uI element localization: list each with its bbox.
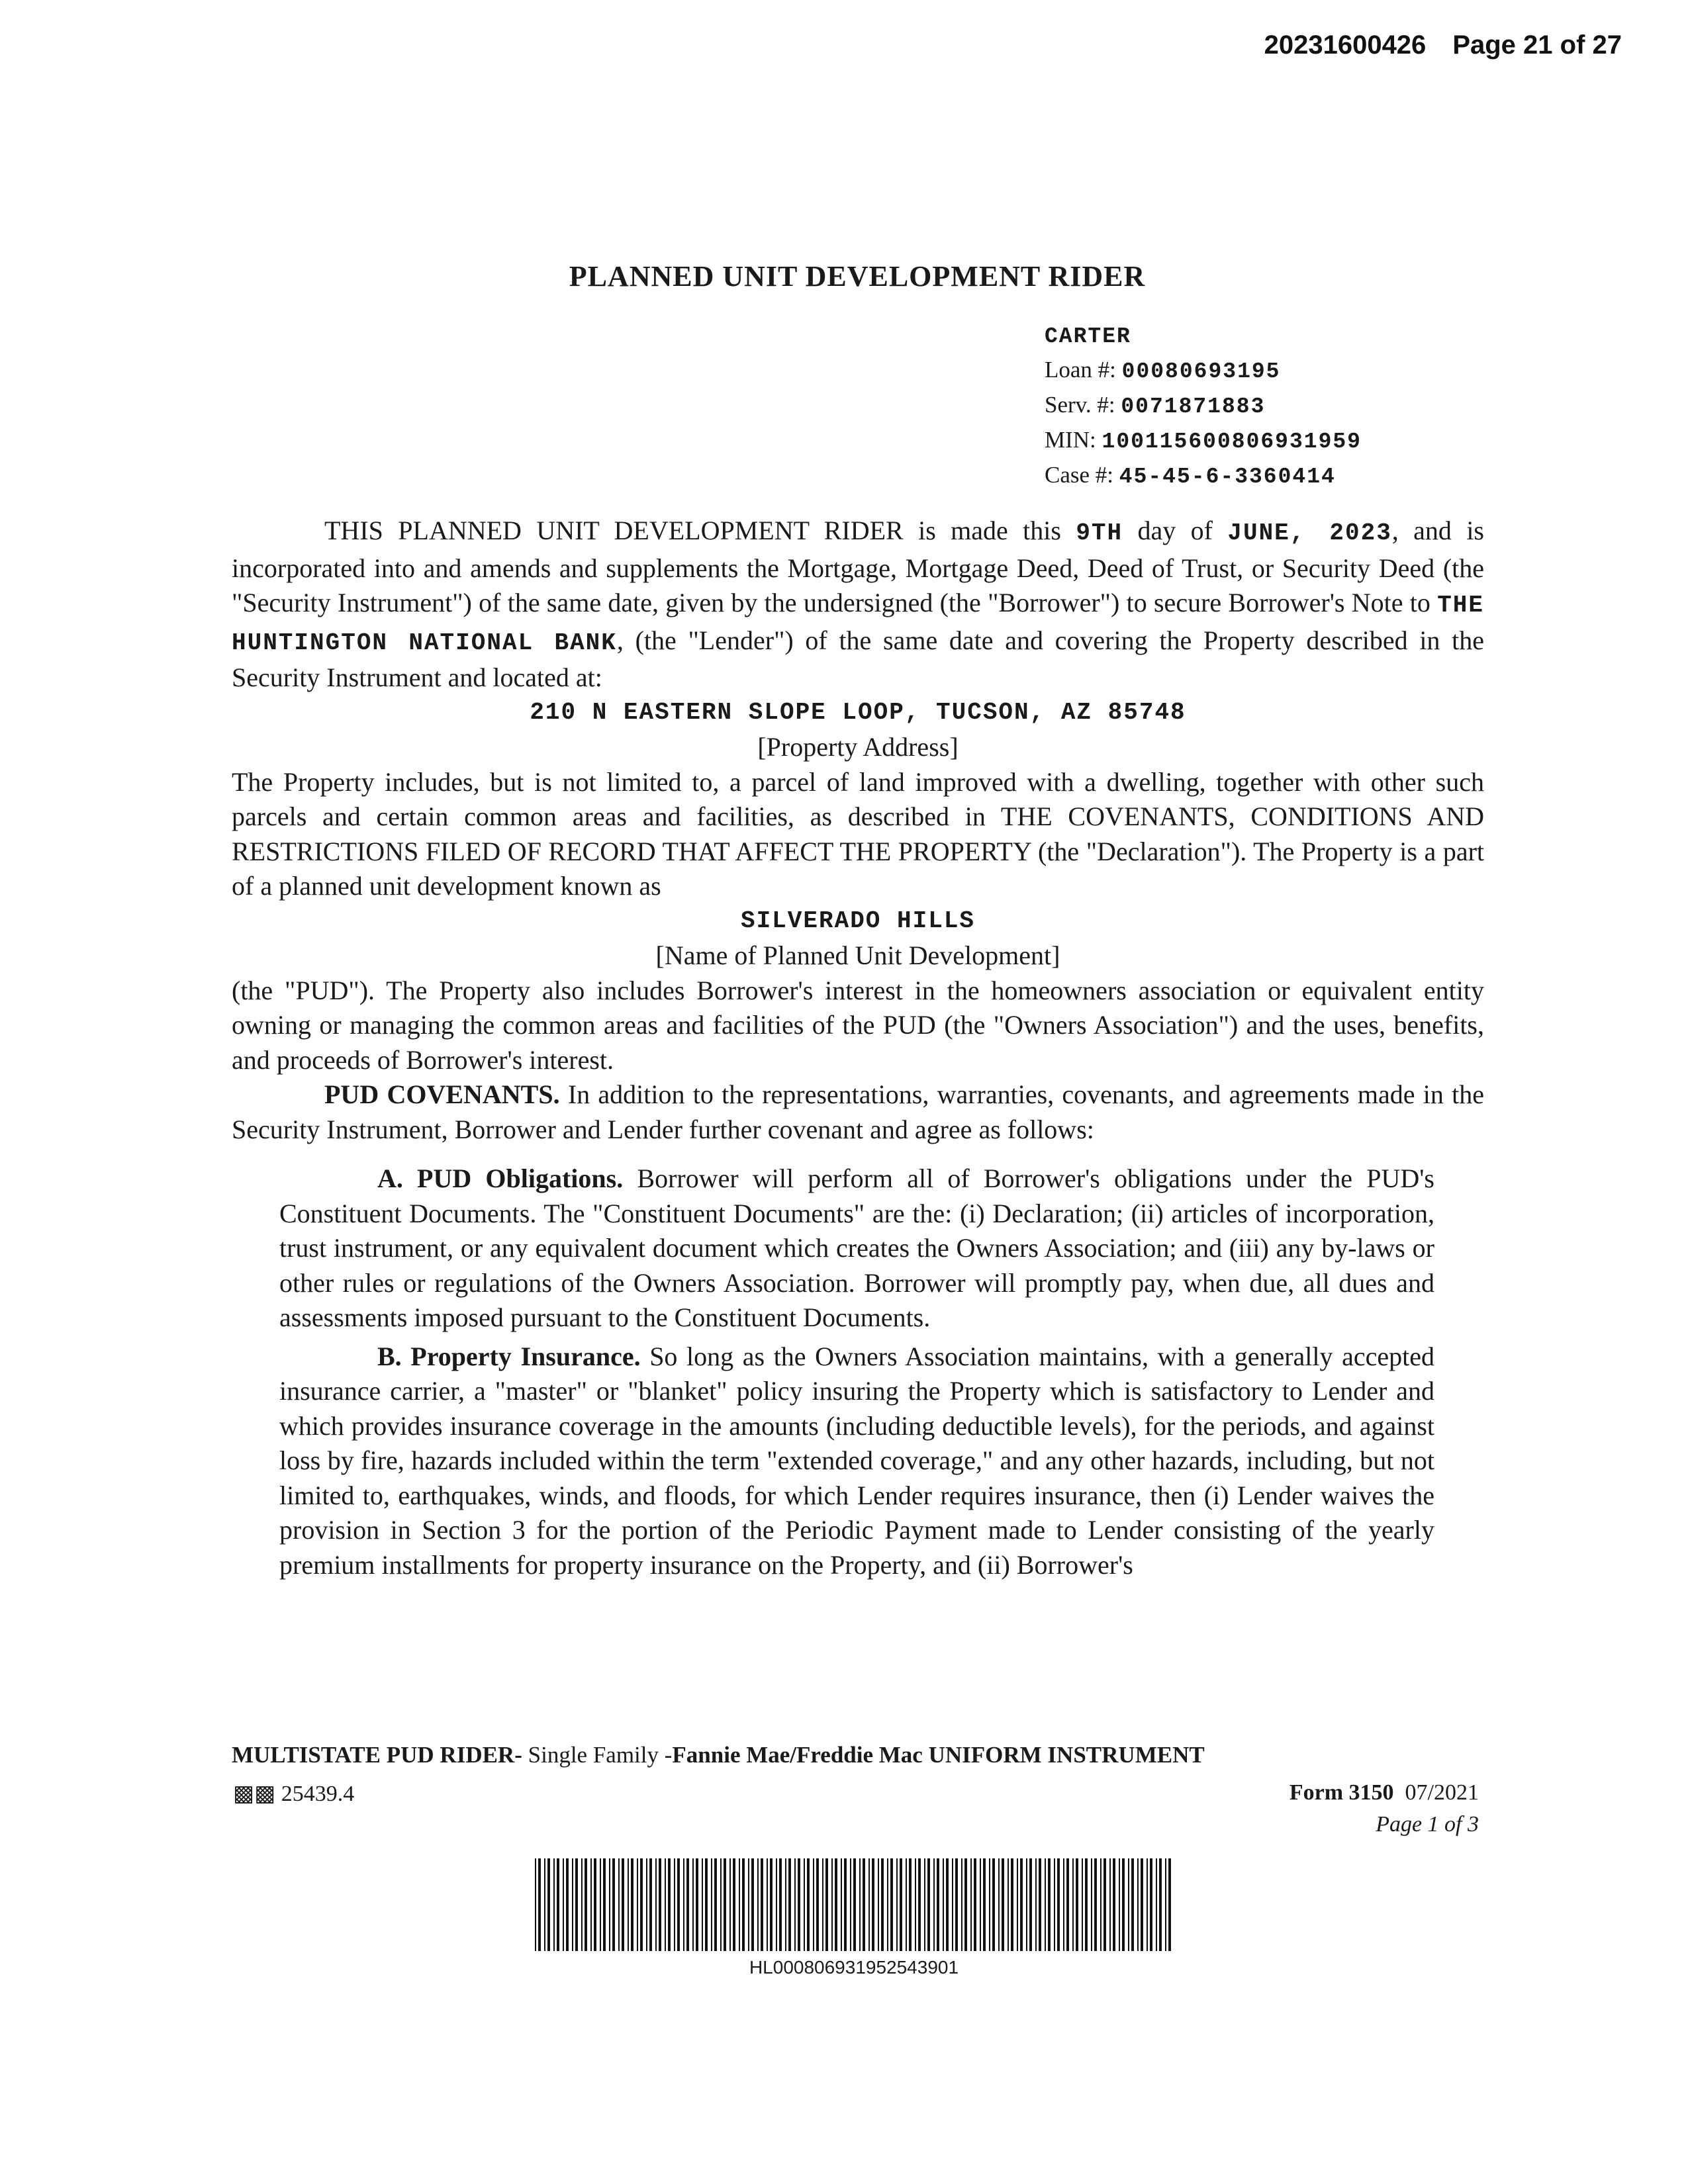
section-b-text: So long as the Owners Association maintains, with a generally accepted insurance carrier, a "master" or "blanket" policy insuring the Property which is satisfactory to Lender and which provides insurance coverage in the amounts (including deductible levels), for the periods, and against loss by fire, hazards included within the term "extended coverage," and any other hazards, including, but not limited to, earthquakes, winds, and floods, for which Lender requires insurance, then (i) Lender waives the provision in Section 3 for the portion of the Periodic Payment made to Lender consisting of the yearly premium installments for property insurance on the Property, and (ii) Borrower's [279,1341,1434,1580]
barcode-bar [841,1858,842,1951]
barcode-bar [807,1858,810,1951]
barcode-bar [575,1858,578,1951]
form-code-icon: ▩▩ [233,1782,276,1806]
barcode-bar [668,1858,671,1951]
barcode-bar [724,1858,726,1951]
barcode-bar [900,1858,902,1951]
case-number-row: Case #: 45-45-6-3360414 [1045,462,1336,489]
barcode-bar [1008,1858,1009,1951]
barcode-bar [909,1858,912,1951]
min-number-row: MIN: 100115600806931959 [1045,427,1362,454]
barcode-bar [705,1858,708,1951]
property-address: 210 N EASTERN SLOPE LOOP, TUCSON, AZ 85748 [530,698,1186,726]
barcode-bar [835,1858,837,1951]
barcode-bar [1017,1858,1018,1951]
barcode-bar [798,1858,800,1951]
case-number: 45-45-6-3360414 [1119,465,1336,489]
barcode-bar [859,1858,861,1951]
barcode-bar [890,1858,893,1951]
rider-day: 9TH [1076,520,1123,547]
barcode-bar [1159,1858,1162,1951]
lender-name: THE HUNTINGTON NATIONAL BANK [232,592,1484,657]
barcode-bar [794,1858,796,1951]
barcode-bar [788,1858,791,1951]
barcode-bar [1029,1858,1032,1951]
barcode-bar [881,1858,884,1951]
barcode-bar [825,1858,828,1951]
barcode-bar [600,1858,601,1951]
barcode-bar [1131,1858,1134,1951]
barcode-bar [776,1858,777,1951]
barcode-bar [779,1858,782,1951]
barcode-bar [594,1858,596,1951]
declaration-paragraph: The Property includes, but is not limited to, a parcel of land improved with a dwelling, together with other such parcels and certain common areas and facilities, as described in THE COVENANTS, CONDITIONS AND RESTRICTIONS FILED OF RECORD THAT AFFECT THE PROPERTY (the "Declaration"). The Property is a part of a planned unit development known as [232,766,1484,901]
barcode-bar [1109,1858,1111,1951]
barcode-bar [1103,1858,1106,1951]
barcode-graphic [535,1858,1173,1951]
barcode-bar [1057,1858,1060,1951]
barcode-bar [686,1858,689,1951]
barcode-bar [896,1858,898,1951]
footer-form-number: Form 3150 07/2021 [1289,1780,1479,1805]
rider-month-year: JUNE, 2023 [1227,520,1392,547]
barcode-bar [872,1858,874,1951]
barcode-bar [547,1858,550,1951]
barcode-bar [1072,1858,1074,1951]
barcode-bar [983,1858,986,1951]
barcode-bar [989,1858,990,1951]
barcode-bar [992,1858,995,1951]
barcode-bar [538,1858,541,1951]
barcode-bar [1150,1858,1152,1951]
barcode-bar [998,1858,1000,1951]
barcode-bar [946,1858,949,1951]
pud-name: SILVERADO HILLS [740,907,976,934]
recording-header [1264,30,1622,60]
section-a-heading: A. PUD Obligations. [377,1163,624,1193]
barcode-bar [637,1858,638,1951]
barcode-bar [729,1858,731,1951]
barcode-bar [1141,1858,1143,1951]
covenants-paragraph: PUD COVENANTS. In addition to the representations, warranties, covenants, and agreements made in the Security Instrument, Borrower and Lender further covenant and agree as follows: [232,1079,1485,1144]
barcode-bar [906,1858,907,1951]
barcode-text: HL00080693195254390​1 [749,1957,959,1978]
serv-number: 0071871883 [1121,394,1266,419]
barcode-bar [659,1858,661,1951]
barcode-bar [553,1858,555,1951]
barcode-bar [1094,1858,1097,1951]
barcode-bar [863,1858,865,1951]
barcode-bar [655,1858,657,1951]
barcode-bar [1048,1858,1051,1951]
barcode-bar [603,1858,606,1951]
barcode-bar [1020,1858,1023,1951]
barcode-bar [1076,1858,1078,1951]
barcode-bar [566,1858,569,1951]
barcode-bar [980,1858,981,1951]
barcode-bar [1100,1858,1102,1951]
barcode-bar [970,1858,972,1951]
barcode-bar [1137,1858,1139,1951]
barcode-bar [677,1858,680,1951]
barcode-bar [915,1858,916,1951]
barcode-bar [640,1858,643,1951]
barcode-bar [581,1858,583,1951]
section-b-heading: B. Property Insurance. [377,1341,641,1371]
barcode-bar [933,1858,935,1951]
barcode-bar [1119,1858,1120,1951]
section-a [279,1161,1434,1336]
barcode-bar [1082,1858,1083,1951]
barcode-bar [1039,1858,1041,1951]
barcode-bar [761,1858,763,1951]
section-b [279,1340,1434,1583]
barcode-bar [844,1858,847,1951]
page-title: PLANNED UNIT DEVELOPMENT RIDER [569,260,1146,293]
barcode-bar [816,1858,819,1951]
barcode-bar [665,1858,666,1951]
barcode-bar [924,1858,925,1951]
barcode-bar [943,1858,944,1951]
barcode-bar [868,1858,870,1951]
barcode-bar [767,1858,768,1951]
barcode-bar [1091,1858,1092,1951]
barcode-bar [831,1858,833,1951]
barcode-bar [572,1858,573,1951]
loan-number: 00080693195 [1121,359,1281,384]
barcode-bar [850,1858,851,1951]
barcode-bar [631,1858,633,1951]
barcode-bar [1128,1858,1129,1951]
barcode-bar [1156,1858,1157,1951]
barcode-bar [557,1858,559,1951]
barcode-bar [544,1858,545,1951]
document-number: 20231600426 [1264,30,1427,60]
loan-info-block [1045,320,1362,494]
barcode-bar [646,1858,647,1951]
barcode-bar [887,1858,888,1951]
barcode-bar [618,1858,620,1951]
barcode-bar [1011,1858,1013,1951]
barcode-bar [748,1858,749,1951]
barcode-bar [628,1858,629,1951]
barcode-bar [1063,1858,1064,1951]
barcode-bar [674,1858,675,1951]
barcode-bar [702,1858,703,1951]
barcode-bar [785,1858,786,1951]
barcode-bar [590,1858,592,1951]
barcode-bar [1054,1858,1055,1951]
barcode-bar [918,1858,921,1951]
barcode-bar [927,1858,930,1951]
barcode-bar [813,1858,814,1951]
barcode-bar [757,1858,759,1951]
page-label: Page 21 of 27 [1452,30,1622,60]
barcode-bar [1066,1858,1069,1951]
barcode-bar [974,1858,976,1951]
document-body [232,514,1484,1582]
barcode-bar [535,1858,536,1951]
barcode-bar [952,1858,953,1951]
barcode-bar [1085,1858,1088,1951]
barcode-bar [711,1858,712,1951]
barcode-bar [751,1858,754,1951]
footer-instrument-line: MULTISTATE PUD RIDER- Single Family -Fannie Mae/Freddie Mac UNIFORM INSTRUMENT [232,1742,1205,1768]
barcode-bar [955,1858,958,1951]
covenants-heading: PUD COVENANTS. [324,1079,560,1109]
property-address-label: [Property Address] [757,732,959,762]
intro-paragraph: THIS PLANNED UNIT DEVELOPMENT RIDER is made this 9TH day of JUNE, 2023, and is incorporated into and amends and supplements the Mortgage, Mortgage Deed, Deed of Trust, or Security Deed (the "Security Instrument") of the same date, given by the undersigned (the "Borrower") to secure Borrower's Note to THE HUNTINGTON NATIONAL BANK, (the "Lender") of the same date and covering the Property described in the Security Instrument and located at: [232,516,1484,692]
barcode-bar [1002,1858,1004,1951]
pud-paragraph: (the "PUD"). The Property also includes Borrower's interest in the homeowners association or equivalent entity owning or managing the common areas and facilities of the PUD (the "Owners Association") and the uses, benefits, and proceeds of Borrower's interest. [232,975,1484,1075]
barcode-bar [683,1858,684,1951]
barcode-bar [563,1858,564,1951]
barcode-bar [961,1858,962,1951]
barcode-bar [822,1858,823,1951]
barcode-bar [770,1858,773,1951]
barcode-bar [1165,1858,1166,1951]
footer-form-code: ▩▩ 25439.4 [233,1782,355,1806]
barcode-bar [696,1858,698,1951]
barcode-bar [1113,1858,1115,1951]
section-a-text: Borrower will perform all of Borrower's obligations under the PUD's Constituent Documents. The "Constituent Documents" are the: (i) Declaration; (ii) articles of incorporation, trust instrument, or any equivalent document which creates the Owners Association; and (iii) any by-laws or other rules or regulations of the Owners Association. Borrower will promptly pay, when due, all dues and assessments imposed pursuant to the Constituent Documents. [279,1163,1434,1332]
barcode-bar [1122,1858,1125,1951]
barcode-bar [612,1858,615,1951]
barcode-bar [733,1858,735,1951]
barcode-bar [739,1858,740,1951]
barcode-bar [720,1858,722,1951]
borrower-name: CARTER [1045,324,1131,349]
pud-name-label: [Name of Planned Unit Development] [655,940,1060,970]
barcode-bar [622,1858,624,1951]
barcode-bar [1168,1858,1171,1951]
barcode-bar [585,1858,587,1951]
loan-number-row: Loan #: 00080693195 [1045,357,1281,384]
barcode-bar [692,1858,694,1951]
barcode-bar [609,1858,610,1951]
barcode [535,1858,1173,1978]
barcode-bar [1026,1858,1027,1951]
min-number: 100115600806931959 [1102,430,1362,454]
barcode-bar [1147,1858,1148,1951]
barcode-bar [878,1858,879,1951]
barcode-bar [964,1858,967,1951]
barcode-bar [649,1858,652,1951]
barcode-bar [1045,1858,1046,1951]
barcode-bar [742,1858,745,1951]
barcode-bar [804,1858,805,1951]
footer-page-number: Page 1 of 3 [1376,1812,1479,1837]
barcode-bar [714,1858,717,1951]
barcode-bar [1035,1858,1037,1951]
serv-number-row: Serv. #: 0071871883 [1045,392,1266,419]
barcode-bar [937,1858,939,1951]
barcode-bar [853,1858,856,1951]
